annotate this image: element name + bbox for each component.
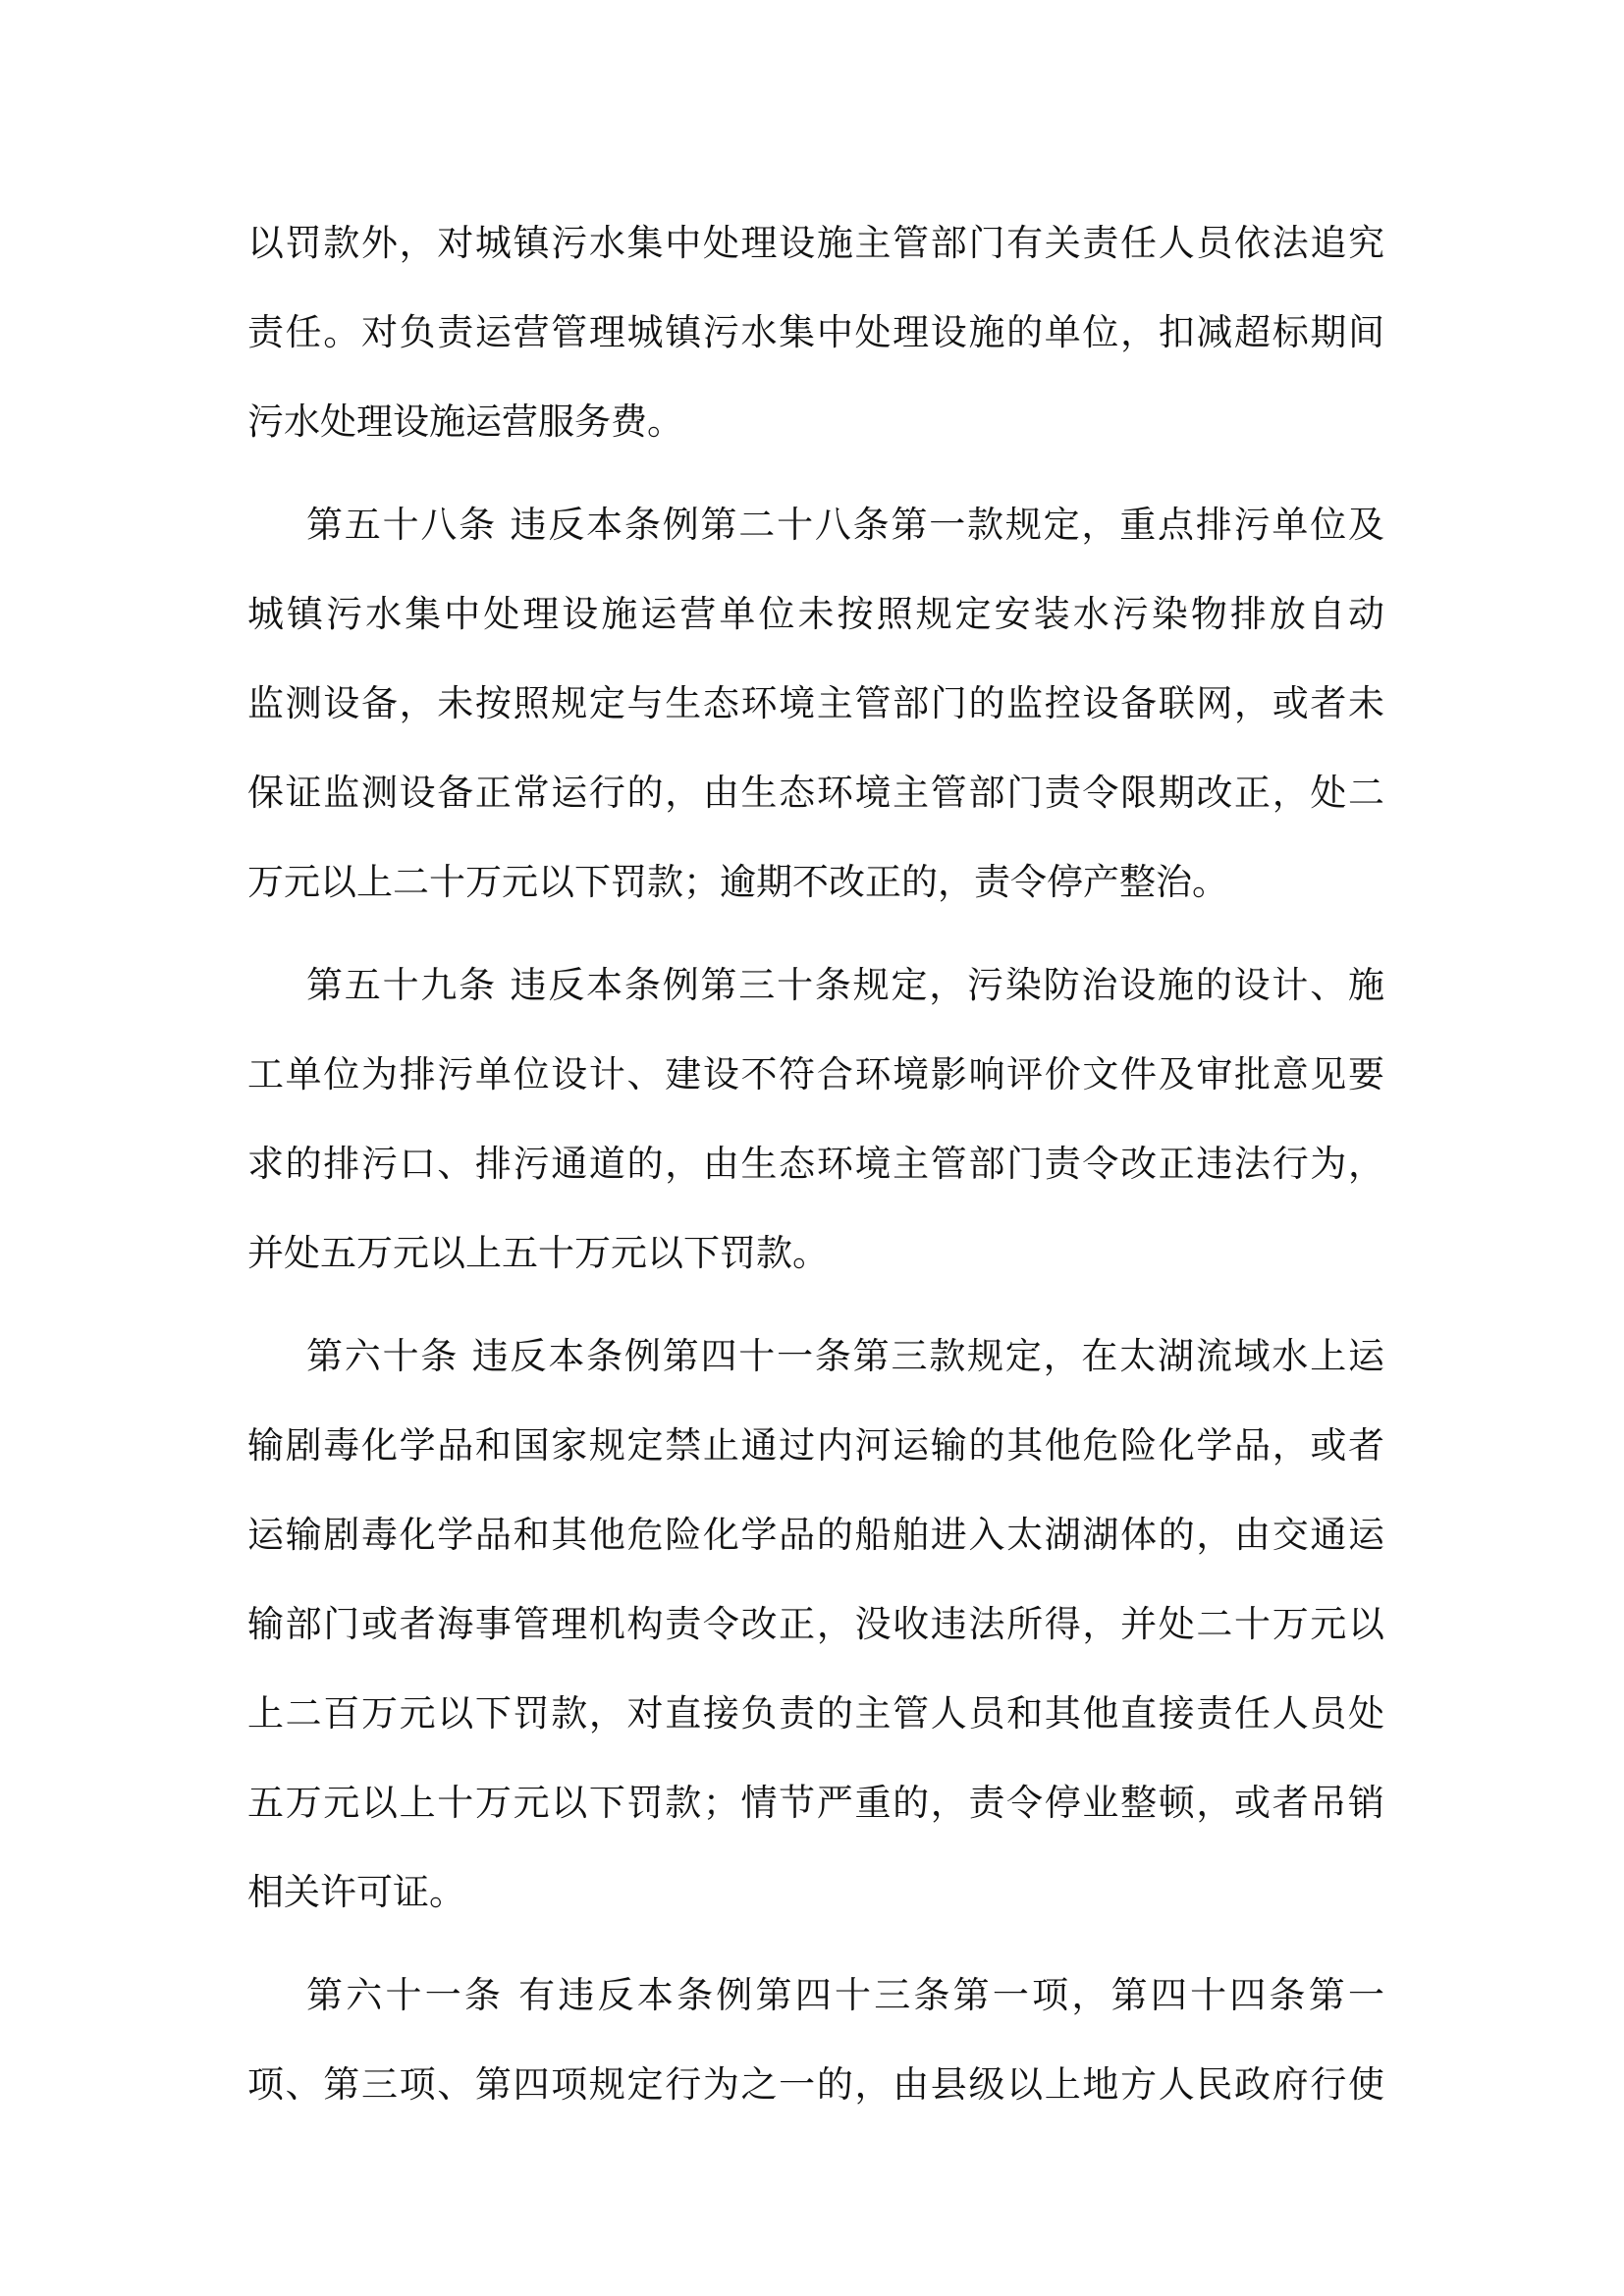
text-line: 第五十九条 违反本条例第三十条规定，污染防治设施的设计、施 — [306, 964, 1384, 1006]
text-line: 运输剧毒化学品和其他危险化学品的船舶进入太湖湖体的，由交通运 — [247, 1514, 1384, 1556]
text-line: 第六十条 违反本条例第四十一条第三款规定，在太湖流域水上运 — [306, 1335, 1384, 1377]
body-text — [247, 198, 1384, 2129]
text-line: 责任。对负责运营管理城镇污水集中处理设施的单位，扣减超标期间 — [247, 311, 1384, 353]
text-line: 第五十八条 违反本条例第二十八条第一款规定，重点排污单位及 — [306, 504, 1384, 546]
paragraph-article-57-continuation — [247, 198, 1384, 466]
text-line: 项、第三项、第四项规定行为之一的，由县级以上地方人民政府行使 — [247, 2063, 1384, 2106]
text-line: 并处五万元以上五十万元以下罚款。 — [247, 1232, 829, 1274]
text-line: 保证监测设备正常运行的，由生态环境主管部门责令限期改正，处二 — [247, 772, 1384, 814]
paragraph-article-60 — [247, 1311, 1384, 1937]
text-line: 五万元以上十万元以下罚款；情节严重的，责令停业整顿，或者吊销 — [247, 1782, 1384, 1824]
text-line: 污水处理设施运营服务费。 — [247, 400, 683, 443]
text-line: 相关许可证。 — [247, 1871, 465, 1913]
text-line: 城镇污水集中处理设施运营单位未按照规定安装水污染物排放自动 — [247, 593, 1384, 635]
paragraph-article-58 — [247, 480, 1384, 927]
text-line: 输剧毒化学品和国家规定禁止通过内河运输的其他危险化学品，或者 — [247, 1424, 1384, 1467]
paragraph-article-61 — [247, 1950, 1384, 2129]
text-line: 求的排污口、排污通道的，由生态环境主管部门责令改正违法行为， — [247, 1143, 1384, 1185]
text-line: 第六十一条 有违反本条例第四十三条第一项，第四十四条第一 — [306, 1974, 1384, 2016]
text-line: 以罚款外，对城镇污水集中处理设施主管部门有关责任人员依法追究 — [247, 222, 1384, 264]
text-line: 上二百万元以下罚款，对直接负责的主管人员和其他直接责任人员处 — [247, 1692, 1384, 1735]
text-line: 万元以上二十万元以下罚款；逾期不改正的，责令停产整治。 — [247, 861, 1228, 903]
text-line: 工单位为排污单位设计、建设不符合环境影响评价文件及审批意见要 — [247, 1053, 1384, 1095]
paragraph-article-59 — [247, 940, 1384, 1298]
text-line: 输部门或者海事管理机构责令改正，没收违法所得，并处二十万元以 — [247, 1603, 1384, 1645]
text-line: 监测设备，未按照规定与生态环境主管部门的监控设备联网，或者未 — [247, 682, 1384, 724]
